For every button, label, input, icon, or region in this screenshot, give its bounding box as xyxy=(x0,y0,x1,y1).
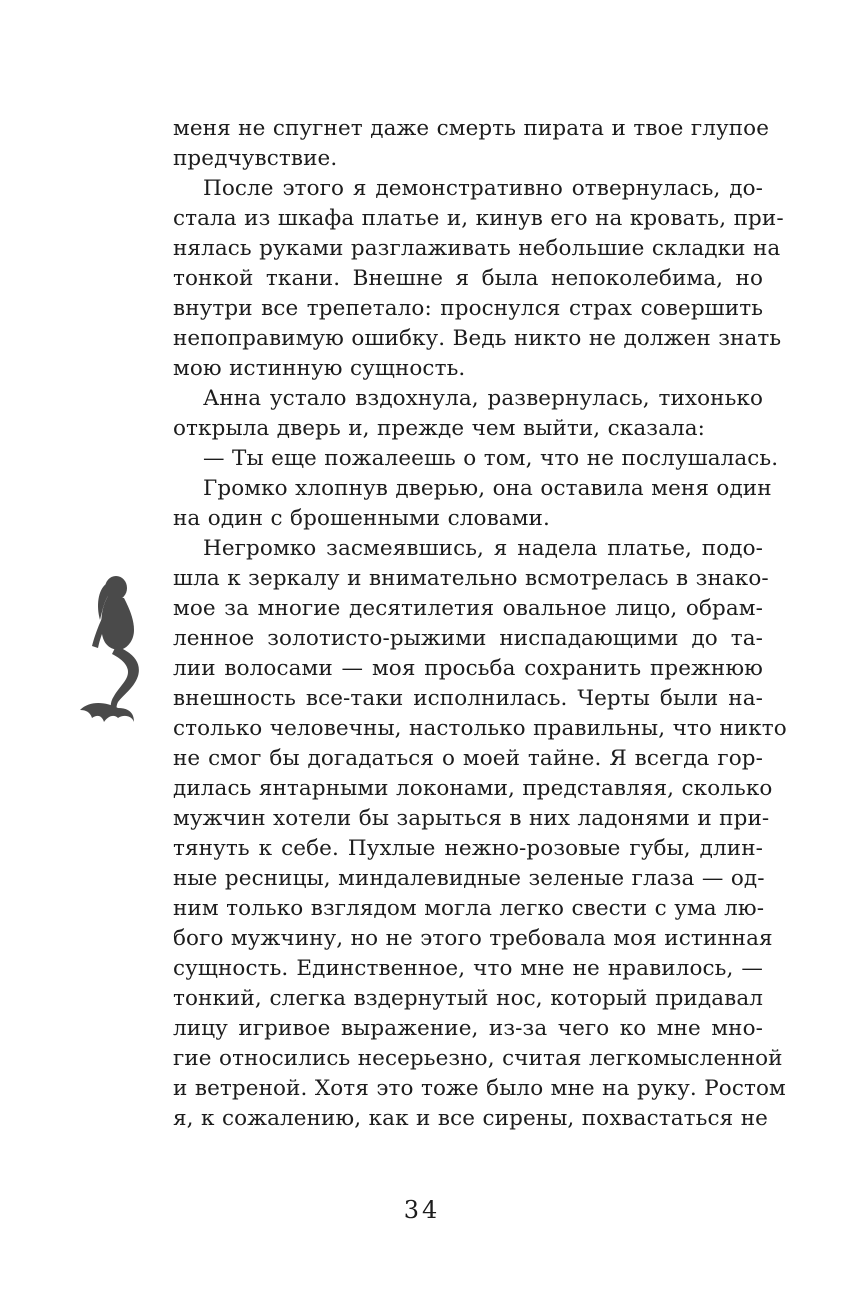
text-line: — Ты еще пожалеешь о том, что не послушалась. xyxy=(203,446,779,471)
text-line: стала из шкафа платье и, кинув его на кровать, при- xyxy=(173,206,784,231)
text-line: меня не спугнет даже смерть пирата и твое глупое xyxy=(173,116,770,141)
mermaid-silhouette-icon xyxy=(72,576,156,732)
text-line: лицу игривое выражение, из-за чего ко мне мно- xyxy=(173,1016,763,1041)
text-line: предчувствие. xyxy=(173,146,338,171)
text-line: тонкий, слегка вздернутый нос, который придавал xyxy=(173,986,763,1011)
text-line: тонкой ткани. Внешне я была непоколебима, но xyxy=(173,266,763,291)
text-line: дилась янтарными локонами, представляя, сколько xyxy=(173,776,773,801)
text-line: ные ресницы, миндалевидные зеленые глаза — од- xyxy=(173,866,765,891)
text-line: не смог бы догадаться о моей тайне. Я всегда гор- xyxy=(173,746,763,771)
text-line: После этого я демонстративно отвернулась, до- xyxy=(203,176,763,201)
text-line: мужчин хотели бы зарыться в них ладонями и при- xyxy=(173,806,770,831)
text-line: лии волосами — моя просьба сохранить прежнюю xyxy=(173,656,763,681)
text-line: бого мужчину, но не этого требовала моя истинная xyxy=(173,926,773,951)
text-line: мою истинную сущность. xyxy=(173,356,466,381)
text-line: на один с брошенными словами. xyxy=(173,506,550,531)
text-line: внешность все-таки исполнилась. Черты были на- xyxy=(173,686,763,711)
text-line: ленное золотисто-рыжими ниспадающими до та- xyxy=(173,626,763,651)
page-number: 34 xyxy=(403,1196,441,1224)
text-line: Громко хлопнув дверью, она оставила меня один xyxy=(203,476,772,501)
text-line: Анна устало вздохнула, развернулась, тихонько xyxy=(203,386,763,411)
text-line: гие относились несерьезно, считая легкомысленной xyxy=(173,1046,783,1071)
text-line: внутри все трепетало: проснулся страх совершить xyxy=(173,296,763,321)
body-text xyxy=(173,114,787,1134)
text-line: шла к зеркалу и внимательно всмотрелась в знако- xyxy=(173,566,769,591)
text-line: и ветреной. Хотя это тоже было мне на руку. Ростом xyxy=(173,1076,786,1101)
text-line: ним только взглядом могла легко свести с ума лю- xyxy=(173,896,765,921)
text-line: тянуть к себе. Пухлые нежно-розовые губы, длин- xyxy=(173,836,763,861)
text-line: непоправимую ошибку. Ведь никто не должен знать xyxy=(173,326,782,351)
text-line: сущность. Единственное, что мне не нравилось, — xyxy=(173,956,763,981)
text-line: Негромко засмеявшись, я надела платье, подо- xyxy=(203,536,763,561)
text-line: нялась руками разглаживать небольшие складки на xyxy=(173,236,781,261)
text-line: я, к сожалению, как и все сирены, похвастаться не xyxy=(173,1106,768,1131)
text-line: столько человечны, настолько правильны, что никто xyxy=(173,716,787,741)
text-line: мое за многие десятилетия овальное лицо, обрам- xyxy=(173,596,763,621)
text-line: открыла дверь и, прежде чем выйти, сказала: xyxy=(173,416,706,441)
